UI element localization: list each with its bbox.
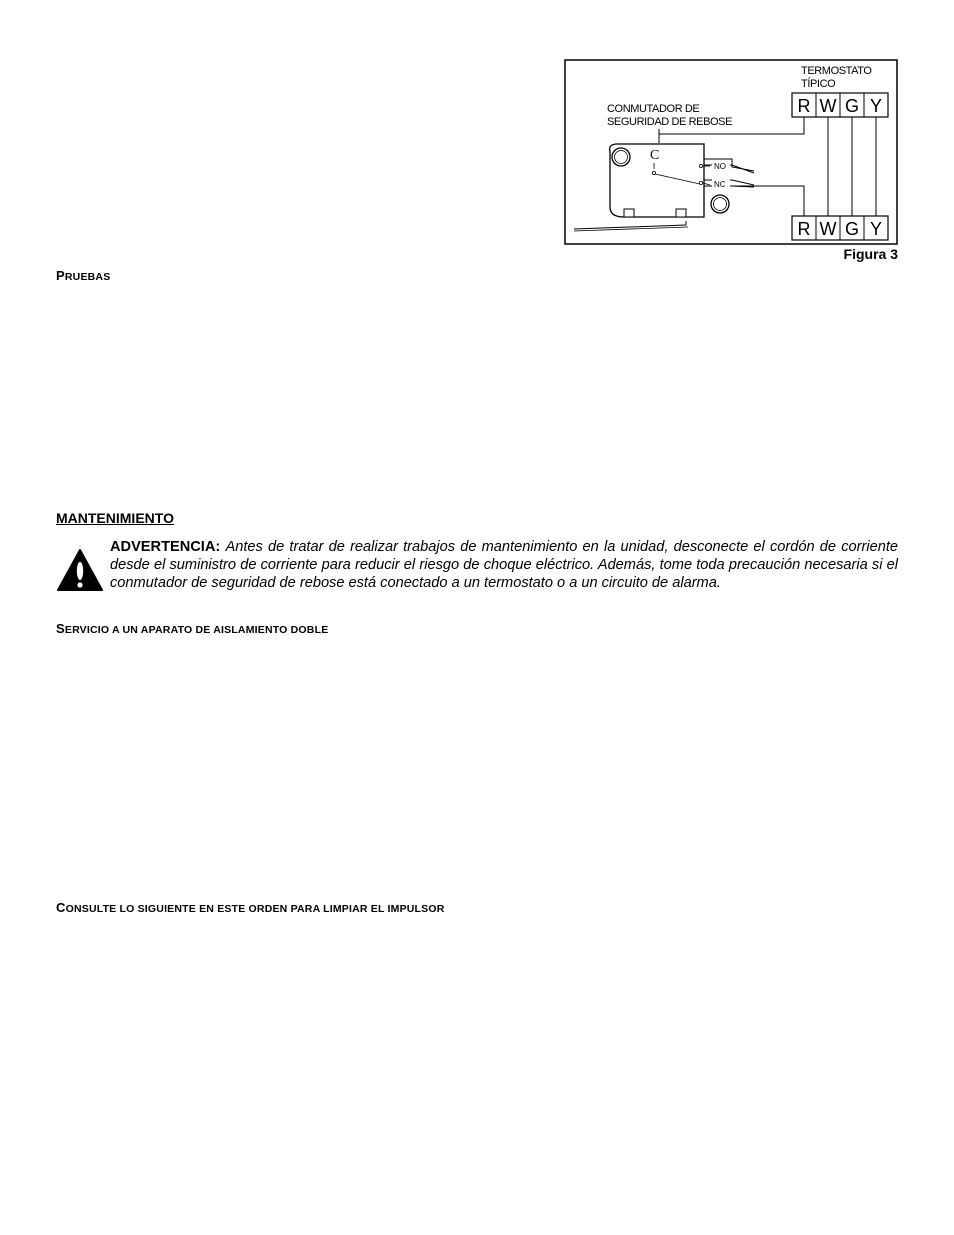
heading-pruebas xyxy=(56,268,110,283)
terminal-bottom-g: G xyxy=(844,219,860,239)
switch-label-line1: CONMUTADOR DE xyxy=(607,103,700,115)
unit-terminal-block xyxy=(792,216,888,240)
heading-pruebas-rest: RUEBAS xyxy=(64,271,111,283)
terminal-top-r: R xyxy=(797,96,811,116)
heading-servicio xyxy=(56,621,328,636)
switch-label-line2: SEGURIDAD DE REBOSE xyxy=(607,116,733,128)
warning-label: ADVERTENCIA: xyxy=(110,539,221,555)
terminal-bottom-r: R xyxy=(797,219,811,239)
heading-consulte xyxy=(56,900,445,915)
terminal-top-g: G xyxy=(844,96,860,116)
figure-caption: Figura 3 xyxy=(843,246,898,262)
terminal-bottom-w: W xyxy=(819,219,837,239)
warning-icon xyxy=(56,548,104,592)
terminal-top-y: Y xyxy=(869,96,883,116)
terminal-bottom-y: Y xyxy=(869,219,883,239)
heading-pruebas-initial: P xyxy=(56,268,65,283)
warning-paragraph xyxy=(110,538,898,592)
terminal-top-w: W xyxy=(819,96,837,116)
heading-servicio-rest: ERVICIO A UN APARATO DE AISLAMIENTO DOBLE xyxy=(64,624,329,636)
heading-consulte-initial: C xyxy=(56,900,66,915)
wiring-diagram xyxy=(564,59,898,245)
thermostat-label-line1: TERMOSTATO xyxy=(801,65,872,77)
contact-nc-label: NC xyxy=(714,180,726,189)
warning-text: Antes de tratar de realizar trabajos de mantenimiento en la unidad, desconecte el cordón de corriente desde el suministro de corriente para reducir el riesgo de choque eléctrico. Además, tome toda precaución necesaria si el conmutador de seguridad de rebose está conectado a un termostato o a un circuito de alarma. xyxy=(110,539,898,591)
thermostat-label-line2: TÍPICO xyxy=(801,78,836,90)
heading-servicio-initial: S xyxy=(56,621,65,636)
thermostat-terminal-block xyxy=(792,93,888,117)
contact-c-label: C xyxy=(650,148,660,163)
heading-consulte-rest: ONSULTE LO SIGUIENTE EN ESTE ORDEN PARA LIMPIAR EL IMPULSOR xyxy=(65,903,445,915)
heading-mantenimiento: MANTENIMIENTO xyxy=(56,510,174,526)
contact-no-label: NO xyxy=(714,162,726,171)
